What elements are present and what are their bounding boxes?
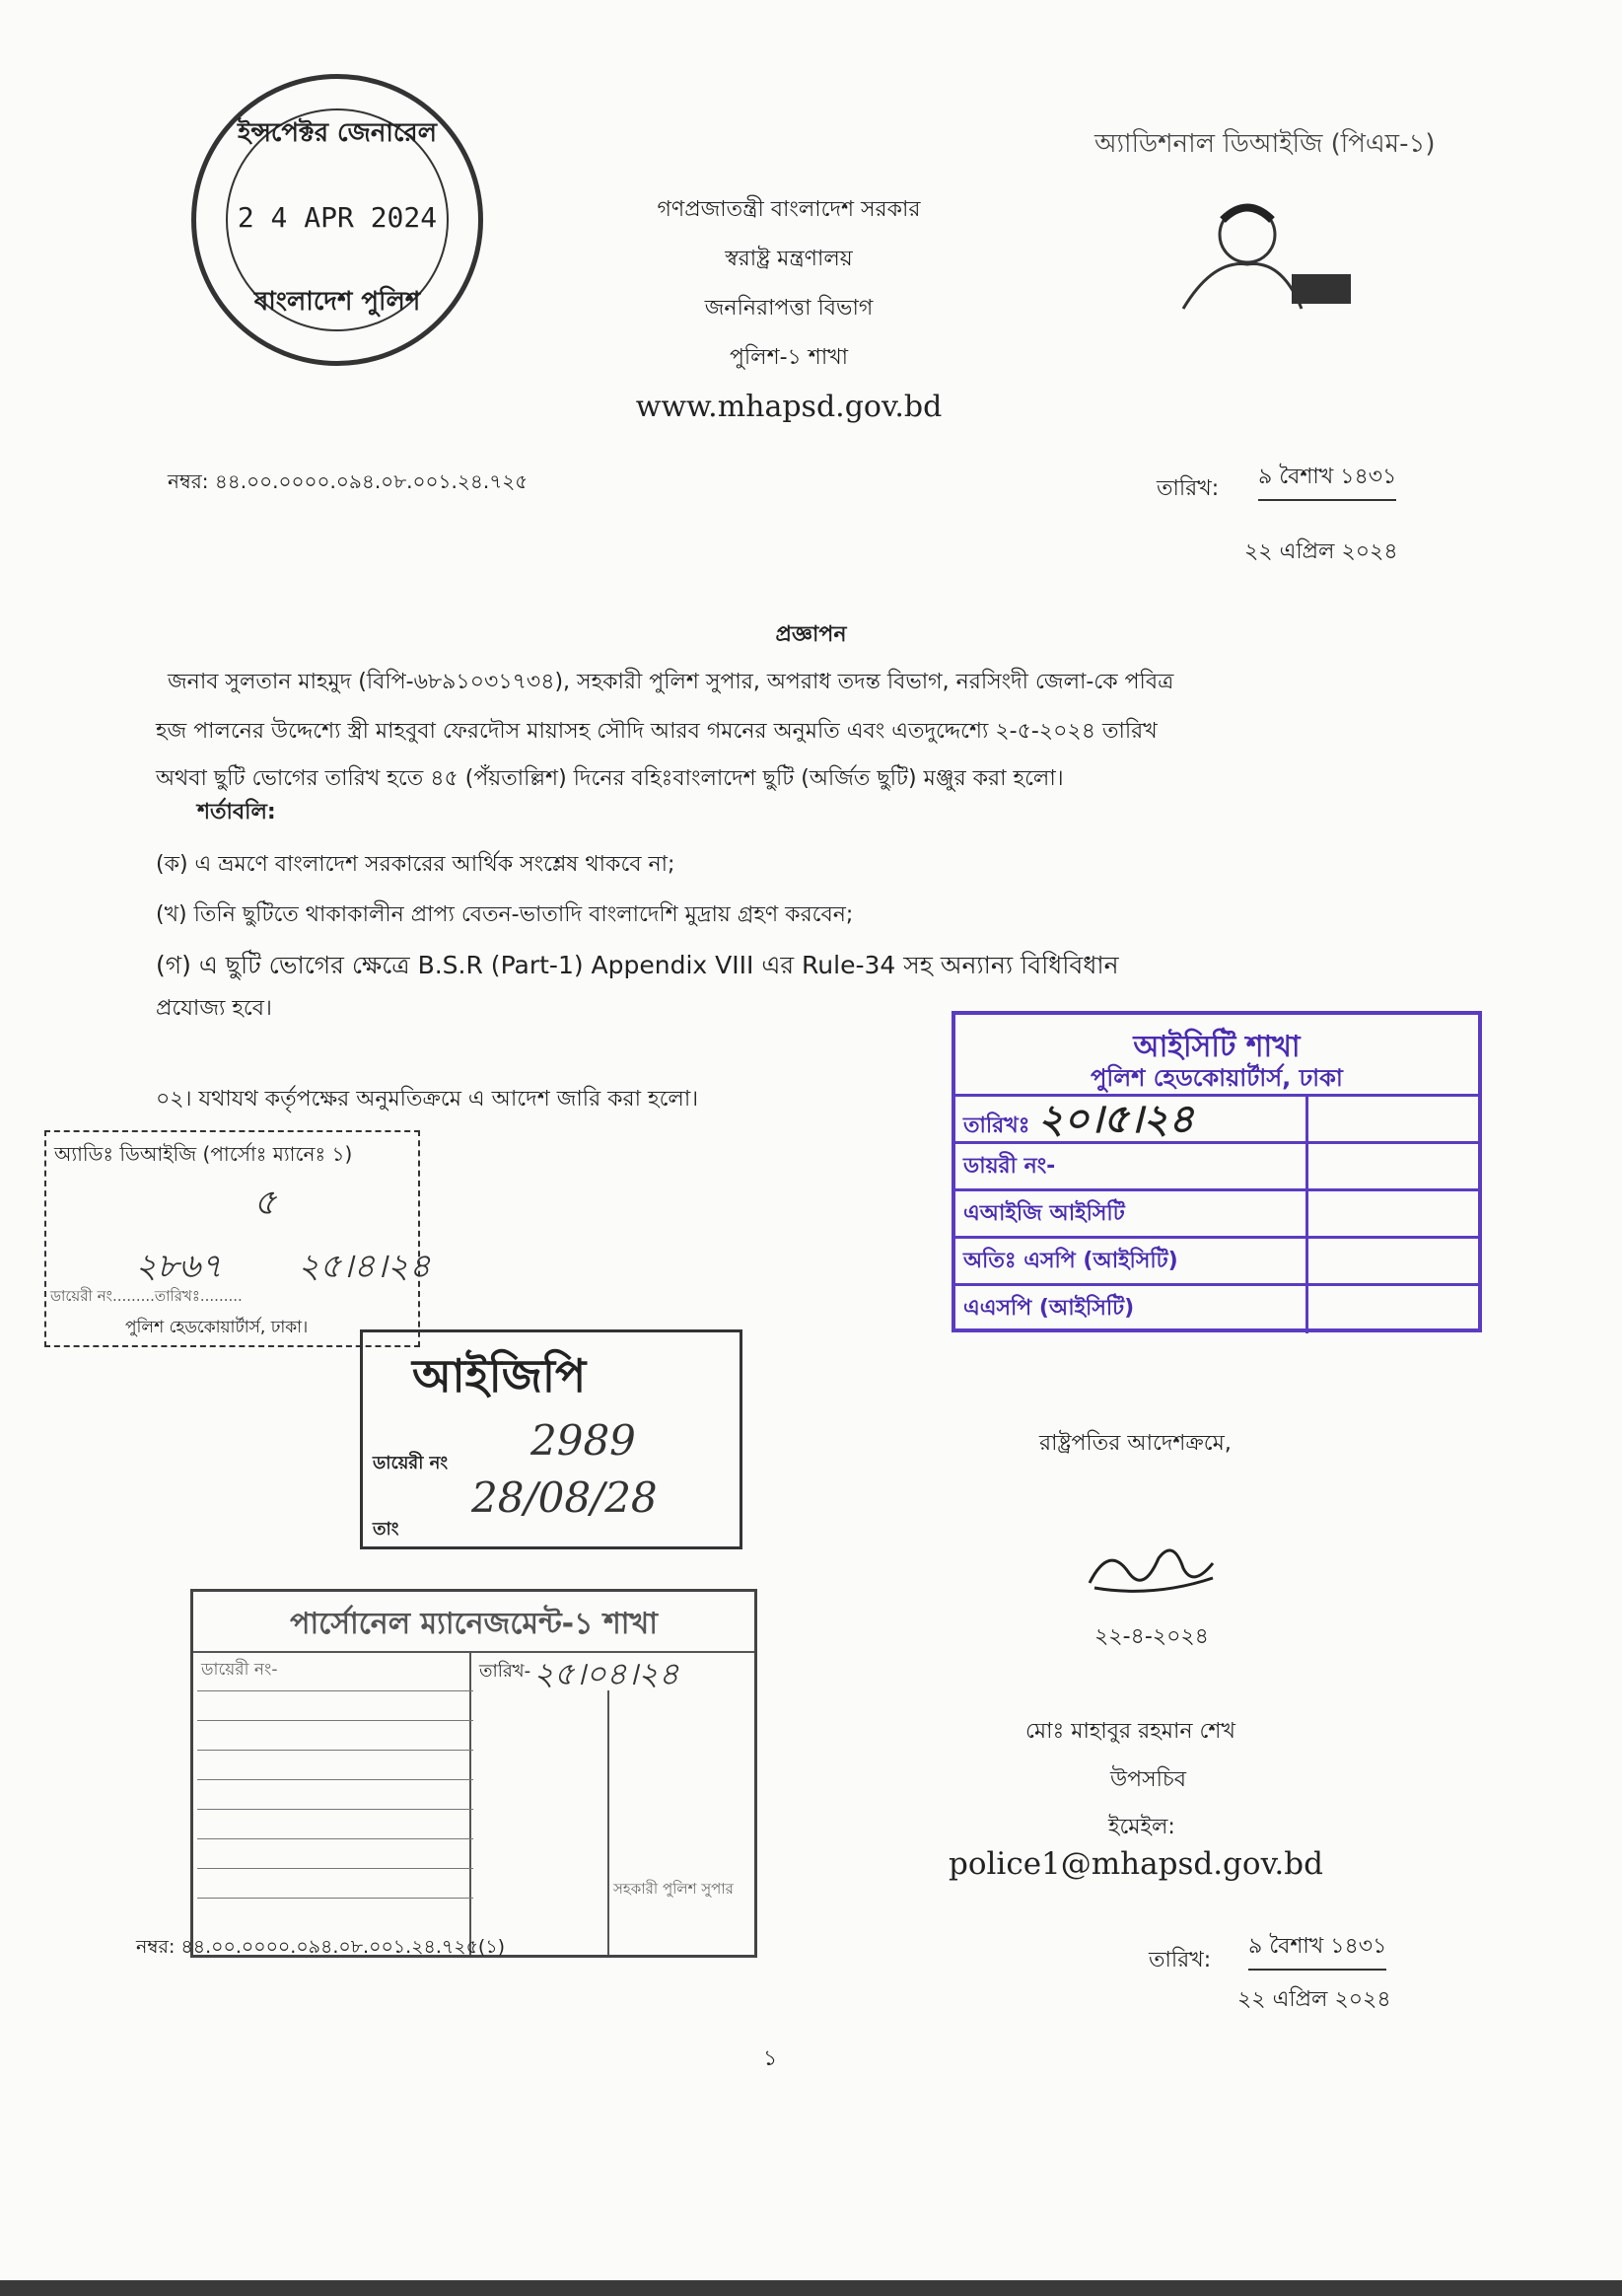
website: www.mhapsd.gov.bd <box>635 390 943 424</box>
igp-diary-label: ডায়েরী নং <box>373 1453 449 1473</box>
condition-item: (খ) তিনি ছুটিতে থাকাকালীন প্রাপ্য বেতন-ভাতাদি বাংলাদেশি মুদ্রায় গ্রহণ করবেন; <box>156 902 854 927</box>
addl-dig-label: অ্যাডিশনাল ডিআইজি (পিএম-১) <box>1094 129 1436 159</box>
mujib-logo <box>1178 190 1354 316</box>
parcel-title: পার্সোনেল ম্যানেজমেন্ট-১ শাখা <box>290 1607 658 1641</box>
header-line: পুলিশ-১ শাখা <box>729 345 849 370</box>
ict-handwritten-date: ২০।৫।২৪ <box>1037 1096 1195 1142</box>
igp-diary-no: 2989 <box>530 1416 636 1465</box>
ict-row-label: ডায়রী নং- <box>963 1154 1056 1179</box>
ig-seal-stamp <box>191 74 483 366</box>
ict-branch-stamp <box>952 1011 1482 1332</box>
scan-edge <box>0 2280 1622 2296</box>
footer-date-label: তারিখ: <box>1149 1948 1212 1973</box>
personnel-management-stamp <box>190 1589 757 1958</box>
addl-dig-labels: ডায়েরী নং.........তারিখঃ......... <box>50 1287 243 1305</box>
addl-dig-diary-no: ২৮৬৭ <box>135 1247 223 1286</box>
parcel-row <box>197 1720 473 1751</box>
ict-row <box>955 1141 1478 1191</box>
seal-top-text: ইন্সপেক্টর জেনারেল <box>237 118 438 148</box>
parcel-footer-overlap: সহকারী পুলিশ সুপার <box>613 1880 734 1898</box>
condition-item: প্রযোজ্য হবে। <box>156 996 272 1021</box>
parcel-row <box>197 1690 473 1721</box>
addl-dig-date: ২৫।৪।২৪ <box>298 1247 431 1286</box>
date-gregorian: ২২ এপ্রিল ২০২৪ <box>1244 539 1398 564</box>
email-link[interactable]: police1@mhapsd.gov.bd <box>949 1846 1323 1882</box>
reference-number: নম্বর: ৪৪.০০.০০০০.০৯৪.০৮.০০১.২৪.৭২৫ <box>168 469 529 493</box>
ict-row-label: অতিঃ এসপি (আইসিটি) <box>963 1249 1178 1273</box>
conditions-title: শর্তাবলি: <box>197 800 276 825</box>
notice-title: প্রজ্ঞাপন <box>775 622 847 647</box>
parcel-date: ২৫।০৪।২৪ <box>533 1655 679 1692</box>
body-line: জনাব সুলতান মাহমুদ (বিপি-৬৮৯১০৩১৭৩৪), সহকারী পুলিশ সুপার, অপরাধ তদন্ত বিভাগ, নরসিংদী জেলা-কে পবিত্র <box>168 670 1174 694</box>
parcel-diary-label: ডায়েরী নং- <box>201 1660 278 1680</box>
footer-reference-number: নম্বর: ৪৪.০০.০০০০.০৯৪.০৮.০০১.২৪.৭২৫(১) <box>136 1936 506 1958</box>
ict-row-label: তারিখঃ <box>963 1113 1030 1138</box>
parcel-row <box>197 1898 473 1928</box>
parcel-row <box>197 1750 473 1780</box>
igp-title: আইজিপি <box>412 1349 587 1402</box>
header-lines <box>572 185 1006 432</box>
ict-row-label: এআইজি আইসিটি <box>963 1201 1125 1226</box>
igp-date-label: তাং <box>373 1519 399 1540</box>
condition-item: (ক) এ ভ্রমণে বাংলাদেশ সরকারের আর্থিক সংশ্লেষ থাকবে না; <box>156 852 675 877</box>
order-line: রাষ্ট্রপতির আদেশক্রমে, <box>1039 1431 1232 1456</box>
footer-date-bangla: ৯ বৈশাখ ১৪৩১ <box>1248 1929 1386 1971</box>
addl-dig-mark: ৫ <box>253 1183 277 1223</box>
portrait-icon <box>1178 190 1354 316</box>
header-line: জননিরাপত্তা বিভাগ <box>704 296 874 321</box>
date-label: তারিখ: <box>1157 476 1220 501</box>
ict-row <box>955 1094 1478 1144</box>
ict-row <box>955 1236 1478 1286</box>
ict-title: আইসিটি শাখা <box>1133 1030 1301 1064</box>
igp-stamp <box>360 1329 742 1549</box>
seal-date: 2 4 APR 2024 <box>237 201 438 234</box>
page-number: ১ <box>763 2046 778 2071</box>
addl-dig-stamp-title: অ্যাডিঃ ডিআইজি (পার্সোঃ ম্যানেঃ ১) <box>54 1142 353 1166</box>
parcel-date-label: তারিখ- <box>479 1661 531 1682</box>
addl-dig-stamp <box>44 1130 431 1347</box>
paragraph-2: ০২। যথাযথ কর্তৃপক্ষের অনুমতিক্রমে এ আদেশ জারি করা হলো। <box>156 1087 699 1112</box>
header-line: স্বরাষ্ট্র মন্ত্রণালয় <box>725 247 853 271</box>
parcel-row <box>197 1809 473 1839</box>
date-bangla: ৯ বৈশাখ ১৪৩১ <box>1258 460 1396 501</box>
parcel-row <box>197 1838 473 1869</box>
signatory-name: মোঃ মাহাবুর রহমান শেখ <box>1025 1719 1235 1744</box>
ict-row-label: এএসপি (আইসিটি) <box>963 1296 1135 1321</box>
seal-bottom-text: বাংলাদেশ পুলিশ <box>253 287 421 317</box>
header-line: গণপ্রজাতন্ত্রী বাংলাদেশ সরকার <box>657 197 921 222</box>
signature-mark <box>1085 1543 1223 1607</box>
parcel-row <box>197 1868 473 1899</box>
email-label: ইমেইল: <box>1108 1815 1175 1839</box>
parcel-row <box>197 1779 473 1810</box>
signed-date: ২২-৪-২০২৪ <box>1094 1624 1209 1649</box>
addl-dig-footer: পুলিশ হেডকোয়ার্টার্স, ঢাকা। <box>125 1318 309 1337</box>
ict-subtitle: পুলিশ হেডকোয়ার্টার্স, ঢাকা <box>1091 1064 1343 1092</box>
igp-date: 28/08/28 <box>471 1473 658 1522</box>
ict-row <box>955 1188 1478 1239</box>
footer-date-gregorian: ২২ এপ্রিল ২০২৪ <box>1237 1987 1391 2012</box>
body-line: অথবা ছুটি ভোগের তারিখ হতে ৪৫ (পঁয়তাল্লিশ) দিনের বহিঃবাংলাদেশ ছুটি (অর্জিত ছুটি) মঞ্জুর করা হলো। <box>156 766 1064 791</box>
body-line: হজ পালনের উদ্দেশ্যে স্ত্রী মাহবুবা ফেরদৌস মায়াসহ সৌদি আরব গমনের অনুমতি এবং এতদুদ্দেশ্যে ২-৫-২০২৪ তারিখ <box>156 719 1158 744</box>
condition-item: (গ) এ ছুটি ভোগের ক্ষেত্রে B.S.R (Part-1) Appendix VIII এর Rule-34 সহ অন্যান্য বিধিবিধান <box>156 951 1119 979</box>
signatory-designation: উপসচিব <box>1110 1767 1187 1792</box>
ict-row <box>955 1283 1478 1333</box>
